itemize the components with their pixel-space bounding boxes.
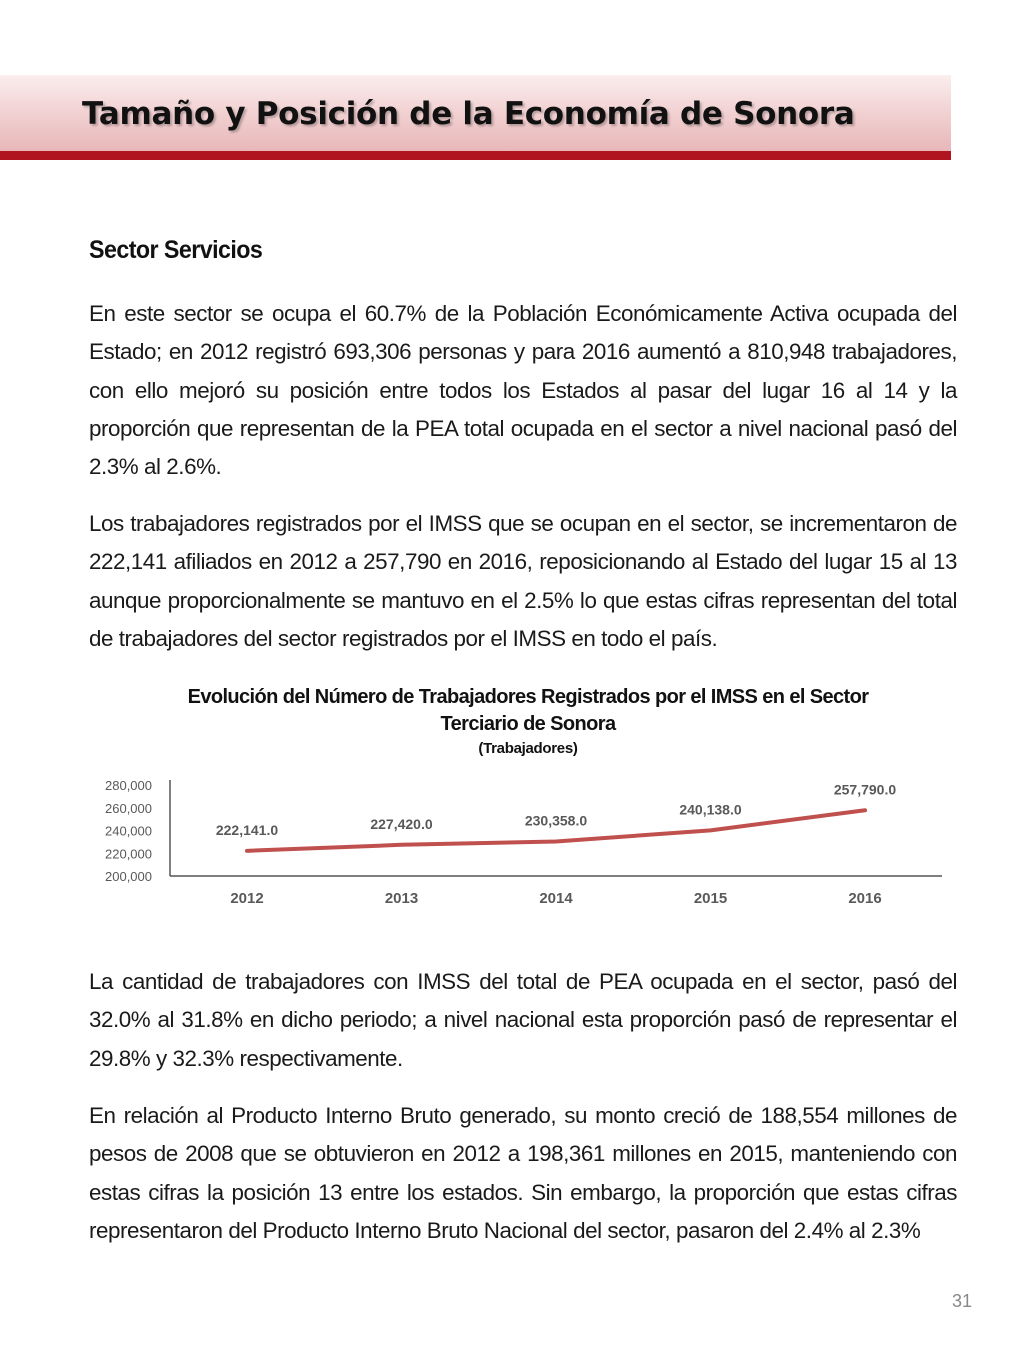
x-tick-label: 2012 (230, 890, 264, 907)
x-tick-label: 2016 (848, 890, 882, 907)
x-tick-label: 2014 (539, 890, 573, 907)
data-label: 257,790.0 (833, 781, 897, 798)
paragraph-imss: Los trabajadores registrados por el IMSS que se ocupan en el sector, se incrementaron de 222,141 afiliados en 2012 a 257,790 en 2016, reposicionando al Estado del lugar 15 al 13 aunque proporcionalmente se mantuvo en el 2.5% lo que estas cifras representan del total de trabajadores del sector registrados por el IMSS en todo el país. (89, 511, 957, 651)
data-label: 240,138.0 (679, 801, 742, 818)
chart-subtitle: (Trabajadores) (478, 740, 578, 757)
y-tick-label: 260,000 (105, 800, 152, 816)
y-tick-label: 240,000 (105, 823, 152, 839)
paragraph-pea: En este sector se ocupa el 60.7% de la Población Económicamente Activa ocupada del Estado; en 2012 registró 693,306 personas y para 2016 aumentó a 810,948 trabajadores, con ello mejoró su posición entre todos los Estados al pasar del lugar 16 al 14 y la proporción que representan de la PEA total ocupada en el sector a nivel nacional pasó del 2.3% al 2.6%. (89, 301, 957, 480)
x-tick-label: 2015 (693, 890, 728, 907)
y-tick-label: 220,000 (105, 846, 152, 862)
chart-title: Evolución del Número de Trabajadores Registrados por el IMSS en el Sector Terciario de Sonora (187, 686, 869, 735)
y-tick-label: 280,000 (105, 778, 152, 793)
line-chart (0, 760, 1024, 920)
section-heading: Sector Servicios (89, 236, 263, 264)
data-label: 222,141.0 (215, 821, 279, 838)
page-number: 31 (951, 1291, 972, 1311)
paragraph-pib: En relación al Producto Interno Bruto generado, su monto creció de 188,554 millones de pesos de 2008 que se obtuvieron en 2012 a 198,361 millones en 2015, manteniendo con estas cifras la posición 13 entre los estados. Sin embargo, la proporción que estas cifras representaron del Producto Interno Bruto Nacional del sector, pasaron del 2.4% al 2.3% (89, 1103, 957, 1243)
paragraph-imss-share: La cantidad de trabajadores con IMSS del total de PEA ocupada en el sector, pasó del 32.0% al 31.8% en dicho periodo; a nivel nacional esta proporción pasó de representar el 29.8% y 32.3% respectivamente. (89, 969, 957, 1071)
x-tick-label: 2013 (384, 890, 419, 907)
data-label: 227,420.0 (370, 815, 433, 832)
data-label: 230,358.0 (524, 812, 588, 829)
page-title: Tamaño y Posición de la Economía de Sonora (82, 96, 855, 132)
y-tick-label: 200,000 (105, 869, 152, 884)
header-rule (0, 151, 951, 160)
